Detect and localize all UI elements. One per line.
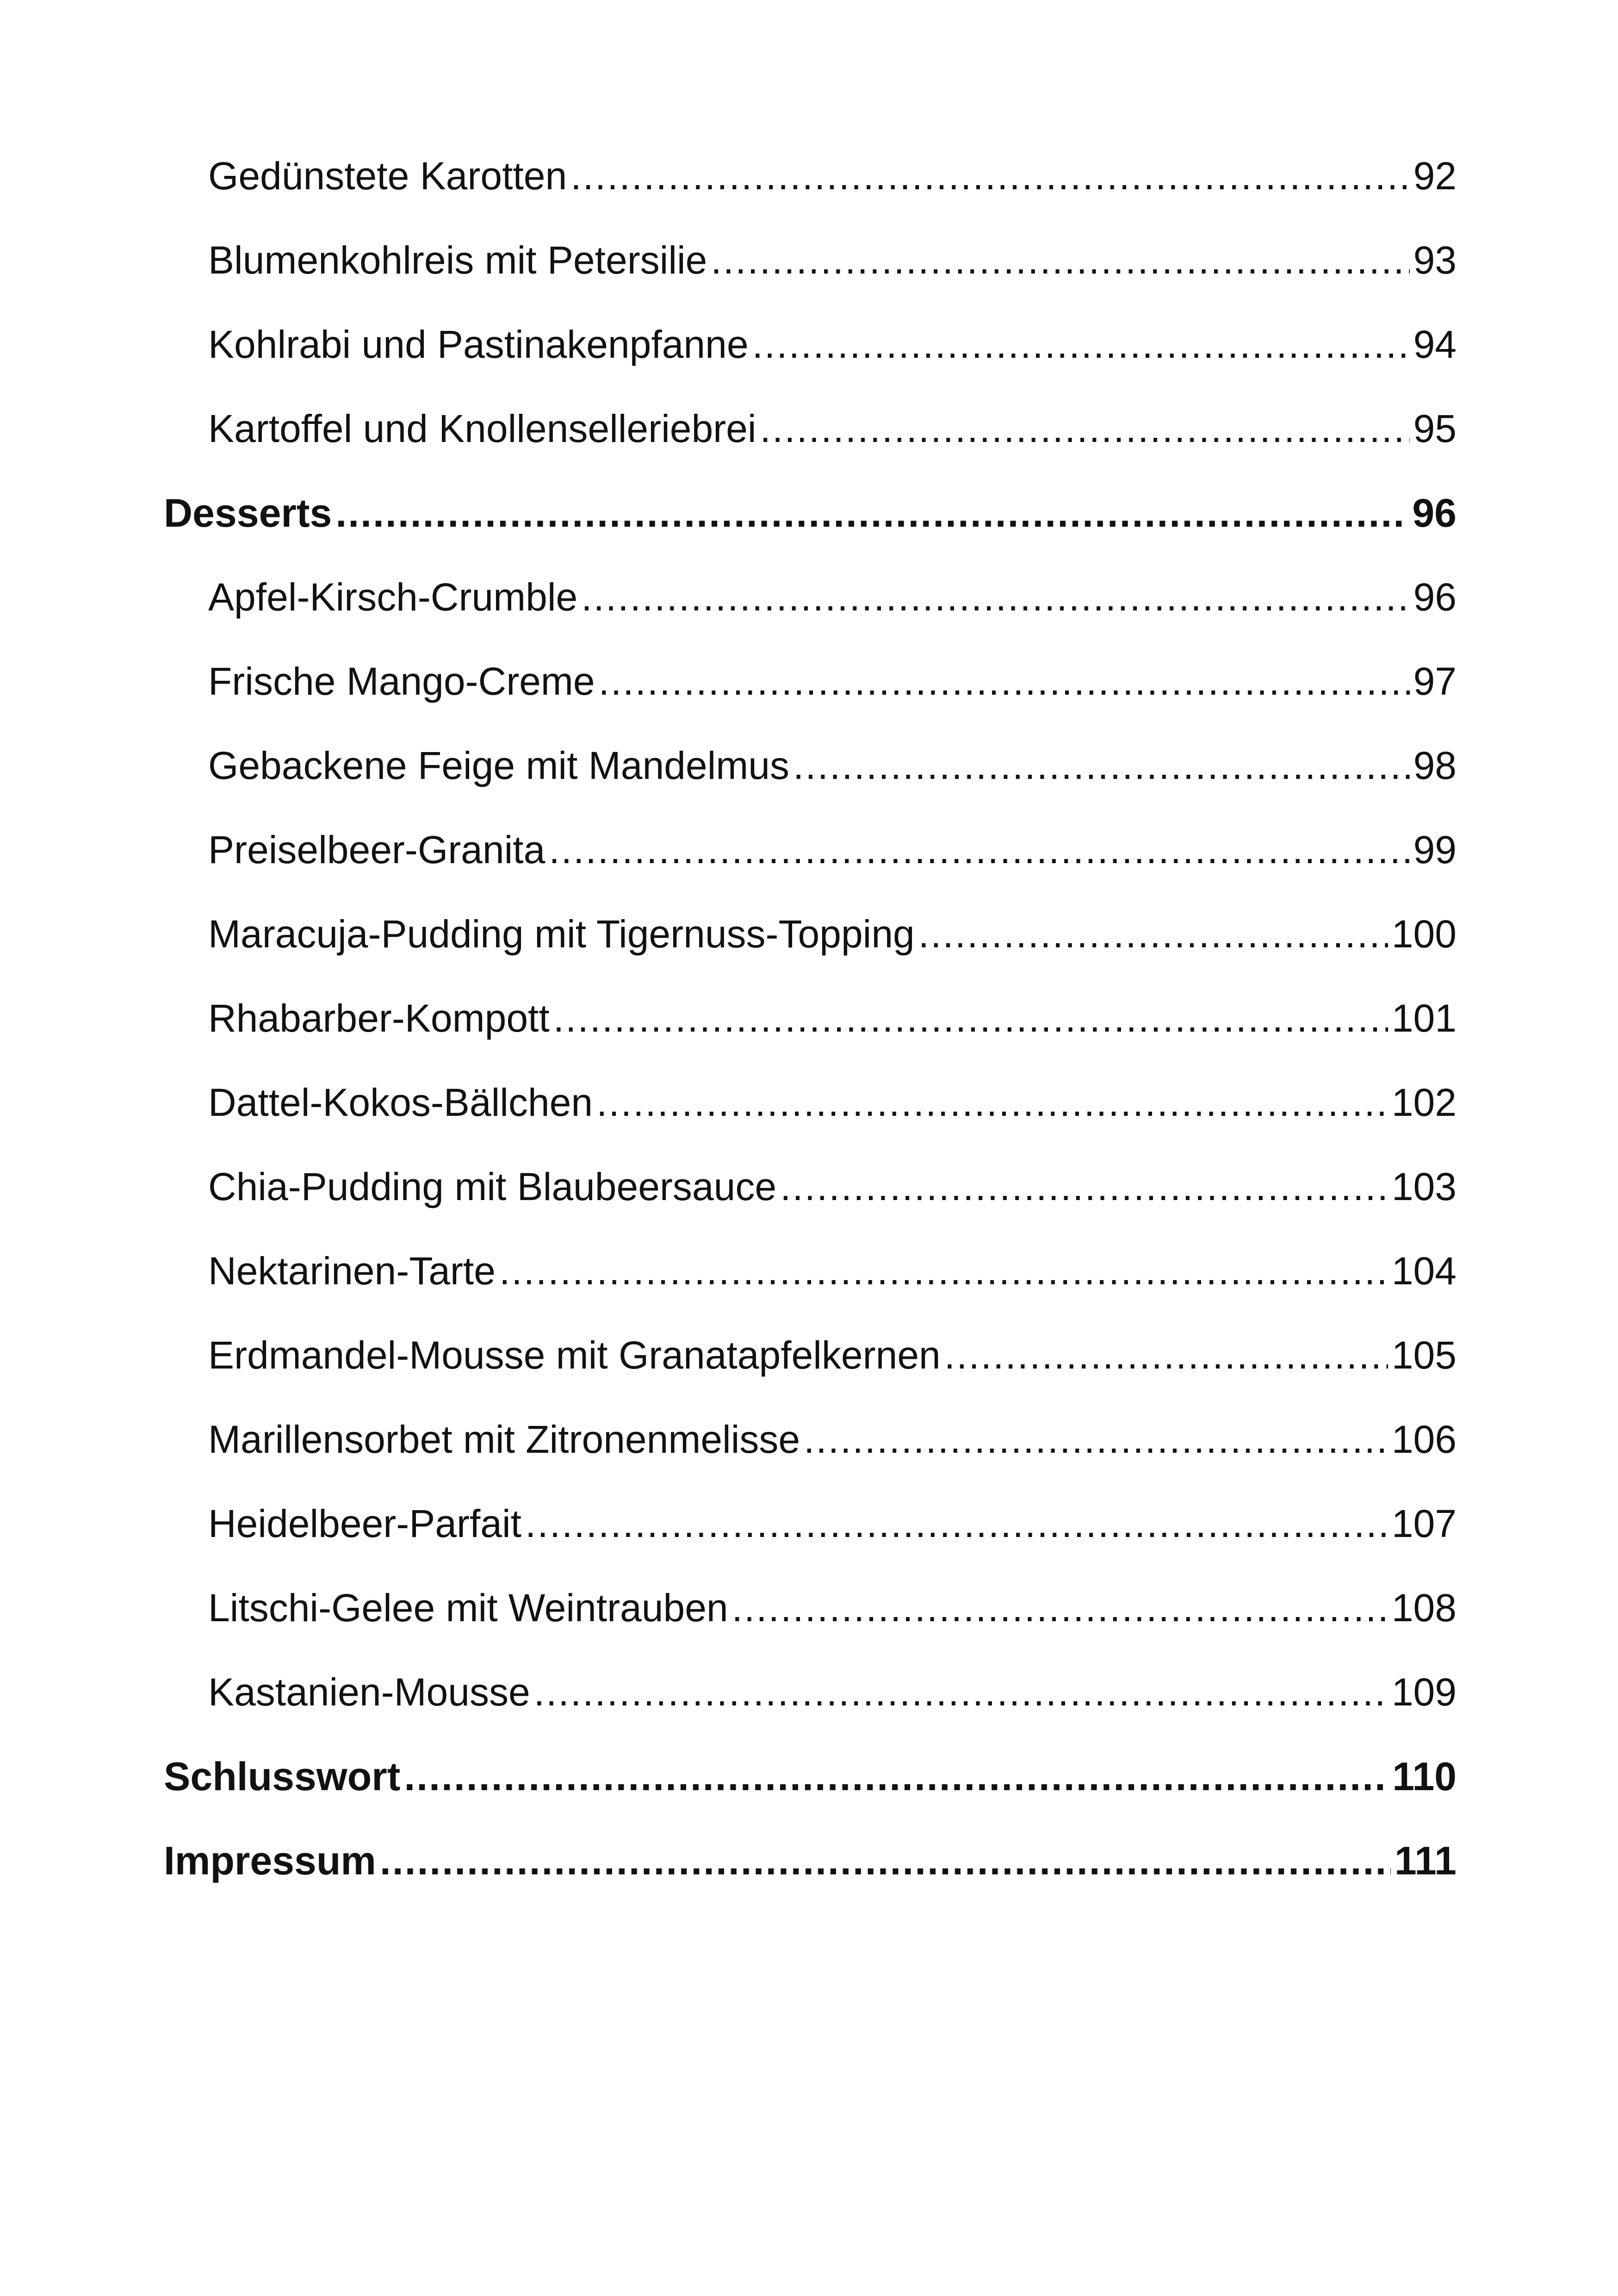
toc-entry[interactable] — [208, 1417, 1457, 1473]
toc-leader-dots — [525, 1501, 1388, 1546]
toc-leader-dots — [599, 659, 1410, 704]
toc-chapter-title: Schlusswort — [164, 1755, 401, 1799]
toc-entry[interactable] — [208, 912, 1457, 967]
toc-leader-dots — [553, 996, 1388, 1041]
toc-leader-dots — [711, 238, 1409, 283]
toc-entry-title: Chia-Pudding mit Blaubeersauce — [208, 1165, 777, 1208]
toc-entry-title: Frische Mango-Creme — [208, 660, 595, 703]
toc-leader-dots — [780, 1164, 1388, 1209]
toc-chapter[interactable] — [164, 1754, 1457, 1810]
toc-entry-page: 92 — [1413, 154, 1457, 198]
toc-leader-dots — [596, 1080, 1388, 1125]
toc-entry[interactable] — [208, 1249, 1457, 1304]
toc-entry-page: 96 — [1413, 575, 1457, 619]
toc-entry-page: 93 — [1413, 238, 1457, 282]
toc-leader-dots — [752, 322, 1410, 367]
toc-entry-title: Erdmandel-Mousse mit Granatapfelkernen — [208, 1333, 941, 1377]
toc-entry-page: 107 — [1391, 1502, 1457, 1545]
toc-leader-dots — [499, 1249, 1388, 1294]
toc-entry-title: Gebackene Feige mit Mandelmus — [208, 744, 789, 787]
toc-entry-page: 103 — [1391, 1165, 1457, 1208]
toc-chapter-page: 111 — [1395, 1839, 1457, 1883]
toc-leader-dots — [581, 575, 1409, 620]
toc-leader-dots — [944, 1333, 1388, 1378]
toc-entry[interactable] — [208, 238, 1457, 293]
toc-leader-dots — [380, 1838, 1391, 1884]
toc-chapter[interactable] — [164, 1838, 1457, 1894]
toc-entry[interactable] — [208, 659, 1457, 715]
toc-entry[interactable] — [208, 1670, 1457, 1725]
toc-leader-dots — [918, 912, 1388, 957]
toc-entry[interactable] — [208, 1080, 1457, 1136]
toc-entry-title: Dattel-Kokos-Bällchen — [208, 1081, 593, 1124]
toc-entry[interactable] — [208, 322, 1457, 378]
toc-entry-title: Kohlrabi und Pastinakenpfanne — [208, 323, 749, 366]
toc-chapter-title: Impressum — [164, 1839, 376, 1883]
toc-entry[interactable] — [208, 154, 1457, 209]
toc-entry-title: Litschi-Gelee mit Weintrauben — [208, 1586, 728, 1630]
toc-entry[interactable] — [208, 743, 1457, 799]
toc-entry-title: Gedünstete Karotten — [208, 154, 567, 198]
toc-entry-title: Kastanien-Mousse — [208, 1670, 530, 1714]
toc-entry-page: 97 — [1413, 660, 1457, 703]
toc-entry[interactable] — [208, 1333, 1457, 1388]
toc-leader-dots — [804, 1417, 1388, 1462]
toc-entry-page: 104 — [1391, 1249, 1457, 1293]
toc-chapter-page: 96 — [1412, 491, 1457, 535]
toc-entry[interactable] — [208, 828, 1457, 883]
toc-entry-page: 102 — [1391, 1081, 1457, 1124]
toc-entry-page: 95 — [1413, 407, 1457, 450]
toc-chapter[interactable] — [164, 491, 1457, 546]
toc-entry-title: Kartoffel und Knollenselleriebrei — [208, 407, 756, 450]
toc-entry-title: Rhabarber-Kompott — [208, 996, 550, 1040]
toc-leader-dots — [335, 491, 1408, 536]
toc-entry-page: 106 — [1391, 1418, 1457, 1461]
toc-entry-title: Preiselbeer-Granita — [208, 828, 546, 871]
toc-leader-dots — [732, 1586, 1388, 1630]
toc-entry-page: 100 — [1391, 912, 1457, 956]
toc-entry-page: 105 — [1391, 1333, 1457, 1377]
toc-leader-dots — [549, 828, 1409, 872]
toc-entry-page: 109 — [1391, 1670, 1457, 1714]
toc-leader-dots — [760, 406, 1410, 451]
toc-entry-page: 94 — [1413, 323, 1457, 366]
toc-entry[interactable] — [208, 1501, 1457, 1557]
toc-entry-title: Nektarinen-Tarte — [208, 1249, 496, 1293]
toc-entry-page: 98 — [1413, 744, 1457, 787]
toc-leader-dots — [534, 1670, 1388, 1715]
toc-chapter-title: Desserts — [164, 491, 332, 535]
toc-entry-title: Marillensorbet mit Zitronenmelisse — [208, 1418, 800, 1461]
toc-entry-title: Blumenkohlreis mit Petersilie — [208, 238, 707, 282]
toc-entry-title: Apfel-Kirsch-Crumble — [208, 575, 578, 619]
toc-entry[interactable] — [208, 575, 1457, 630]
toc-entry[interactable] — [208, 1586, 1457, 1641]
toc-entry-title: Heidelbeer-Parfait — [208, 1502, 522, 1545]
toc-leader-dots — [570, 154, 1409, 199]
toc-entry-page: 99 — [1413, 828, 1457, 871]
toc-entry[interactable] — [208, 1164, 1457, 1220]
toc-entry[interactable] — [208, 406, 1457, 462]
toc-chapter-page: 110 — [1392, 1755, 1457, 1799]
toc-entry-page: 101 — [1391, 996, 1457, 1040]
toc-entry-page: 108 — [1391, 1586, 1457, 1630]
toc-entry[interactable] — [208, 996, 1457, 1052]
toc-leader-dots — [404, 1754, 1389, 1800]
toc-leader-dots — [793, 743, 1410, 788]
toc-entry-title: Maracuja-Pudding mit Tigernuss-Topping — [208, 912, 915, 956]
